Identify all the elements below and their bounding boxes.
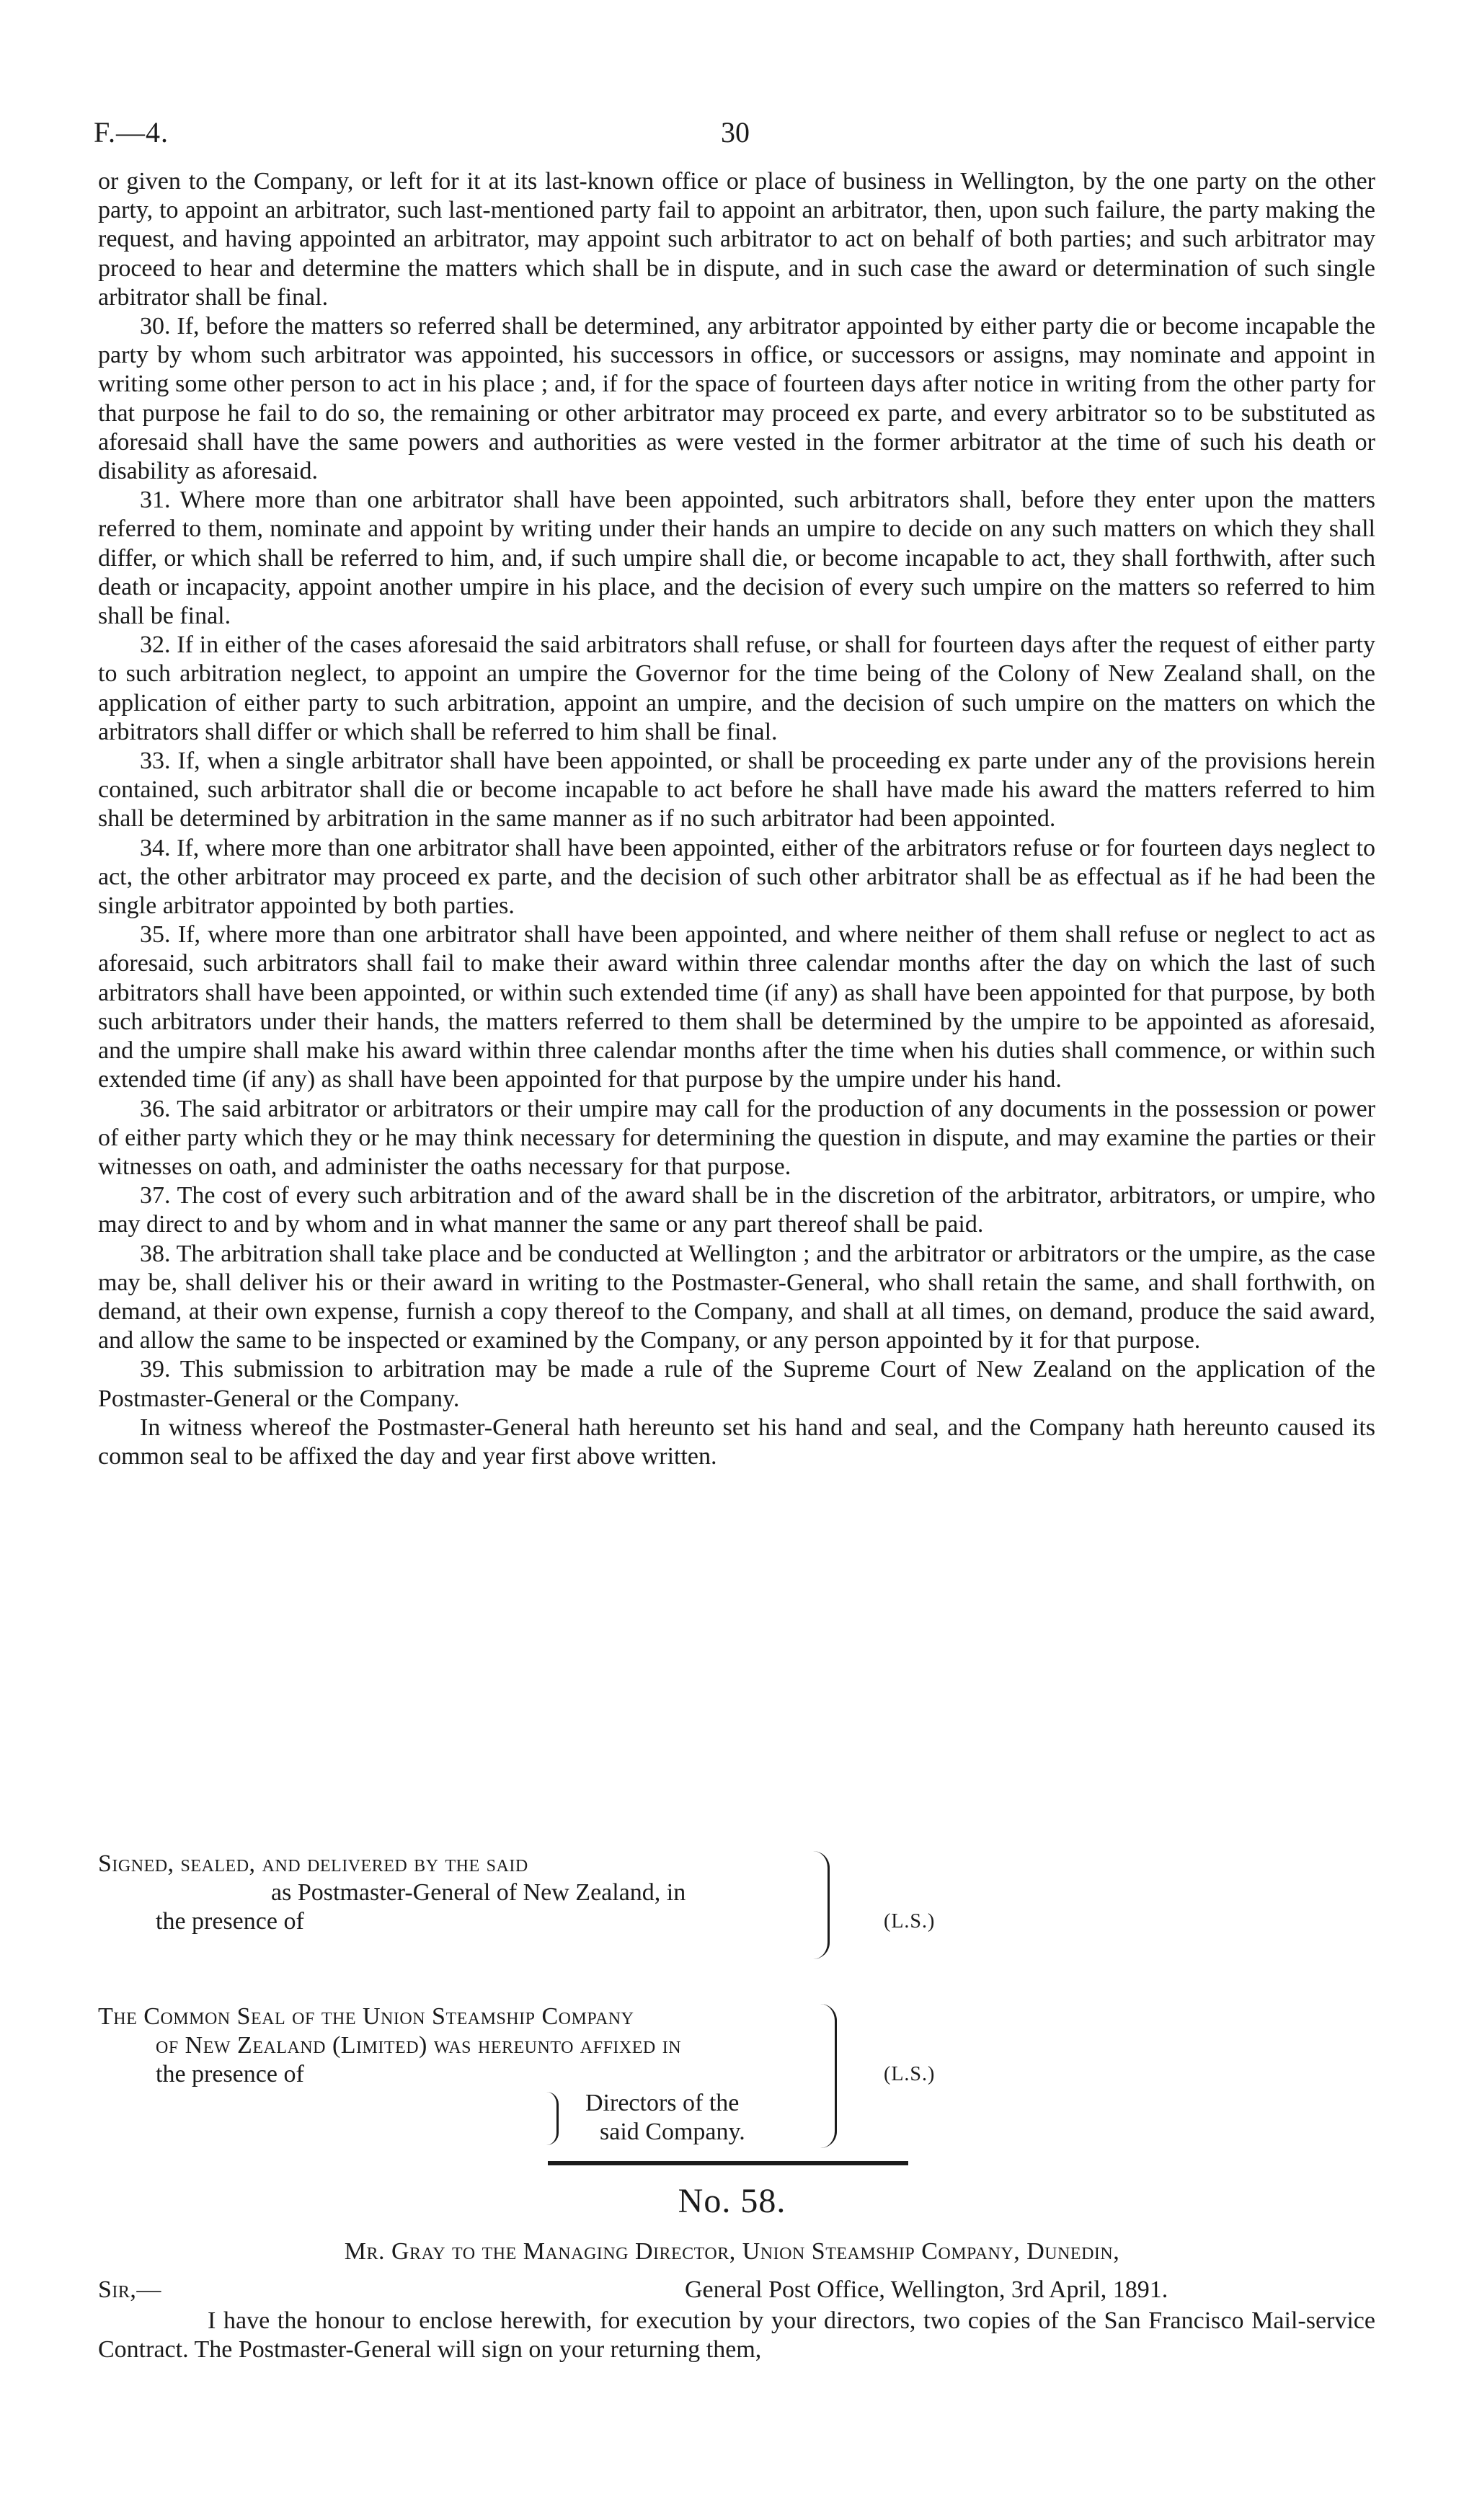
letter-paragraph: I have the honour to enclose herewith, for execution by your directors, two copies of the San Francisco Mail-service Contract. The Postmaster-General will sign on your returning them,	[98, 2307, 1375, 2363]
signature-line-1: Signed, sealed, and delivered by the said	[98, 1850, 528, 1877]
company-brace	[820, 2004, 837, 2148]
signature-line-3: the presence of	[156, 1908, 304, 1935]
document-heading: Mr. Gray to the Managing Director, Union Steamship Company, Dunedin,	[344, 2238, 1120, 2265]
clause-32: 32. If in either of the cases aforesaid the said arbitrators shall refuse, or shall for fourteen days after the request of either party to such arbitration neglect, to appoint an umpire the Governor for the time being of the Colony of New Zealand shall, on the application of either party to such arbitration, appoint an umpire, and the decision of such umpire on the matters on which the arbitrators shall differ or which shall be referred to him shall be final.	[98, 631, 1375, 745]
clause-39: 39. This submission to arbitration may be made a rule of the Supreme Court of New Zealand on the application of the Postmaster-General or the Company.	[98, 1356, 1375, 1412]
document-number: No. 58.	[678, 2182, 786, 2220]
company-seal-line-2: of New Zealand (Limited) was hereunto affixed in	[156, 2032, 682, 2059]
letter-body	[98, 2307, 1375, 2364]
clause-37: 37. The cost of every such arbitration and of the award shall be in the discretion of the arbitrator, arbitrators, or umpire, who may direct to and by whom and in what manner the same or any part thereof shall be paid.	[98, 1182, 1375, 1238]
clause-30: 30. If, before the matters so referred shall be determined, any arbitrator appointed by either party die or become incapable the party by whom such arbitrator was appointed, his successors in office, or successors or assigns, may nominate and appoint in writing some other person to act in his place ; and, if for the space of fourteen days after notice in writing from the other party for that purpose he fail to do so, the remaining or other arbitrator may proceed ex parte, and every arbitrator so to be substituted as aforesaid shall have the same powers and authorities as were vested in the former arbitrator at the time of such his death or disability as aforesaid.	[98, 313, 1375, 485]
section-divider	[548, 2161, 908, 2165]
dateline: General Post Office, Wellington, 3rd April, 1891.	[685, 2276, 1168, 2303]
page-number: 30	[721, 116, 750, 148]
clause-36: 36. The said arbitrator or arbitrators or their umpire may call for the production of any documents in the possession or power of either party which they or he may think necessary for determining the question in dispute, and may examine the parties or their witnesses on oath, and administer the oaths necessary for that purpose.	[98, 1095, 1375, 1180]
clause-34: 34. If, where more than one arbitrator shall have been appointed, either of the arbitrators refuse or for fourteen days neglect to act, the other arbitrator may proceed ex parte, and the decision of such other arbitrator shall be as effectual as if he had been the single arbitrator appointed by both parties.	[98, 834, 1375, 920]
signature-line-2: as Postmaster-General of New Zealand, in	[271, 1879, 686, 1906]
paragraph-continuation: or given to the Company, or left for it at its last-known office or place of business in Wellington, by the one party on the other party, to appoint an arbitrator, such last-mentioned party fail to appoint an arbitrator, then, upon such failure, the party making the request, and having appointed an arbitrator, may appoint such arbitrator to act on behalf of both parties; and such arbitrator may proceed to hear and determine the matters which shall be in dispute, and in such case the award or determination of such single arbitrator shall be final.	[98, 168, 1375, 311]
seal-marker: (L.S.)	[884, 1910, 936, 1933]
clauses-text	[98, 167, 1375, 1471]
directors-line-2: said Company.	[600, 2119, 745, 2145]
witness-clause: In witness whereof the Postmaster-General hath hereunto set his hand and seal, and the Company hath hereunto caused its common seal to be affixed the day and year first above written.	[98, 1414, 1375, 1470]
salutation: Sir,—	[98, 2276, 161, 2303]
clause-31: 31. Where more than one arbitrator shall have been appointed, such arbitrators shall, before they enter upon the matters referred to them, nominate and appoint by writing under their hands an umpire to decide on any such matters on which they shall differ, or which shall be referred to him, and, if such umpire shall die, or become incapable to act, they shall forthwith, after such death or incapacity, appoint another umpire in his place, and the decision of every such umpire on the matters so referred to him shall be final.	[98, 487, 1375, 630]
company-seal-marker: (L.S.)	[884, 2063, 936, 2085]
signature-brace	[813, 1851, 830, 1959]
clause-38: 38. The arbitration shall take place and be conducted at Wellington ; and the arbitrator or arbitrators or the umpire, as the case may be, shall deliver his or their award in writing to the Postmaster-General, who shall retain the same, and shall forthwith, on demand, at their own expense, furnish a copy thereof to the Company, and shall at all times, on demand, produce the said award, and allow the same to be inspected or examined by the Company, or any person appointed by it for that purpose.	[98, 1240, 1375, 1354]
directors-brace	[546, 2092, 559, 2145]
company-seal-line-3: the presence of	[156, 2061, 304, 2088]
clause-35: 35. If, where more than one arbitrator shall have been appointed, and where neither of them shall refuse or neglect to act as aforesaid, such arbitrators shall fail to make their award within three calendar months after the day on which the last of such arbitrators shall have been appointed, or within such extended time (if any) as shall have been appointed for that purpose, by both such arbitrators under their hands, the matters referred to them shall be determined by the umpire to be appointed as aforesaid, and the umpire shall make his award within three calendar months after the time when his duties shall commence, or within such extended time (if any) as shall have been appointed for that purpose by the umpire under his hand.	[98, 921, 1375, 1093]
directors-line-1: Directors of the	[585, 2090, 740, 2116]
company-seal-line-1: The Common Seal of the Union Steamship Company	[98, 2003, 634, 2030]
document-reference: F.—4.	[94, 116, 169, 148]
clause-33: 33. If, when a single arbitrator shall have been appointed, or shall be proceeding ex parte under any of the provisions herein contained, such arbitrator shall die or become incapable to act before he shall have made his award the matters referred to him shall be determined by arbitration in the same manner as if no such arbitrator had been appointed.	[98, 747, 1375, 833]
